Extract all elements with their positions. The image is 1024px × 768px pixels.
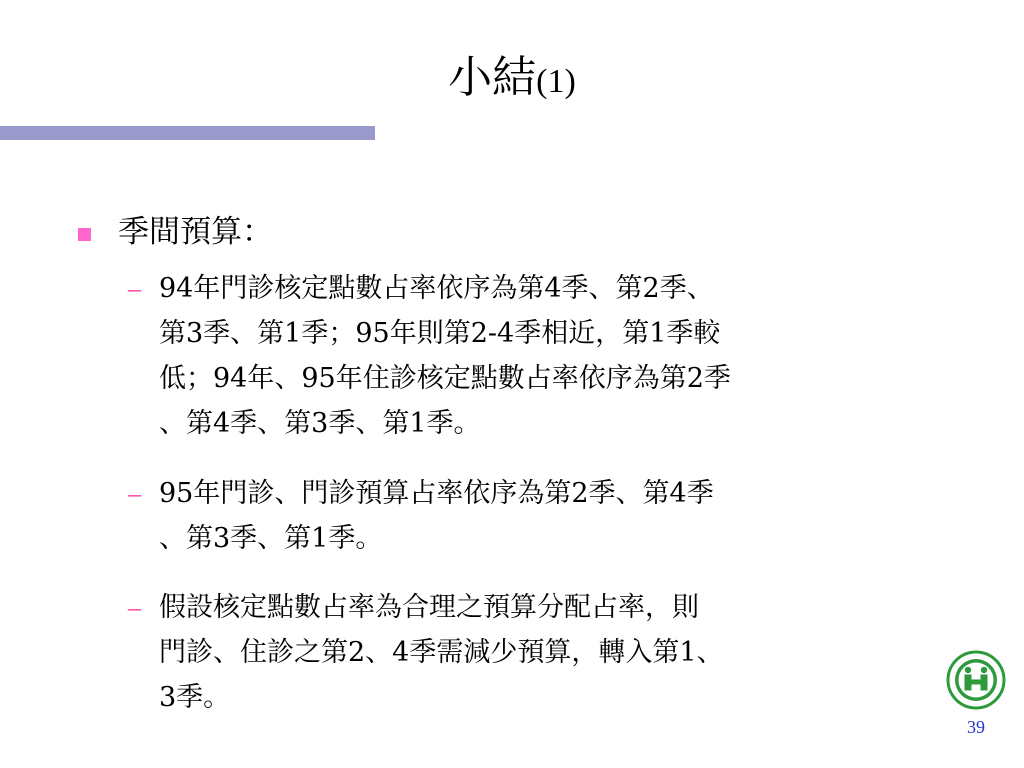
- dash-marker: –: [128, 479, 141, 508]
- text-line: 3季。: [159, 682, 231, 713]
- title-underline-bar: [0, 126, 375, 140]
- text-line: 門診、住診之第2、4季需減少預算，轉入第1、: [159, 637, 724, 668]
- slide-title-text: 小結: [448, 52, 537, 103]
- dash-marker: –: [128, 593, 141, 622]
- bullet-text: 季間預算：: [118, 214, 273, 250]
- sub-item-text: [159, 585, 724, 720]
- text-line: 第3季、第1季；95年則第2-4季相近，第1季較: [159, 318, 721, 349]
- sub-item-text: [159, 471, 714, 561]
- slide-title-suffix: (1): [536, 63, 576, 100]
- dash-marker: –: [128, 274, 141, 303]
- text-line: 、第4季、第3季、第1季。: [159, 408, 481, 439]
- page-number: 39: [967, 717, 985, 737]
- text-line: 95年門診、門診預算占率依序為第2季、第4季: [159, 478, 714, 509]
- bullet-item: [78, 208, 978, 252]
- text-line: 94年門診核定點數占率依序為第4季、第2季、: [159, 273, 714, 304]
- text-line: 低；94年、95年住診核定點數占率依序為第2季: [159, 363, 731, 394]
- health-insurance-logo-icon: [946, 650, 1006, 710]
- text-line: 假設核定點數占率為合理之預算分配占率，則: [159, 592, 699, 623]
- sub-item-text: [159, 266, 731, 446]
- text-line: 、第3季、第1季。: [159, 523, 383, 554]
- bullet-square-icon: [78, 228, 91, 241]
- slide-title: [0, 48, 1024, 112]
